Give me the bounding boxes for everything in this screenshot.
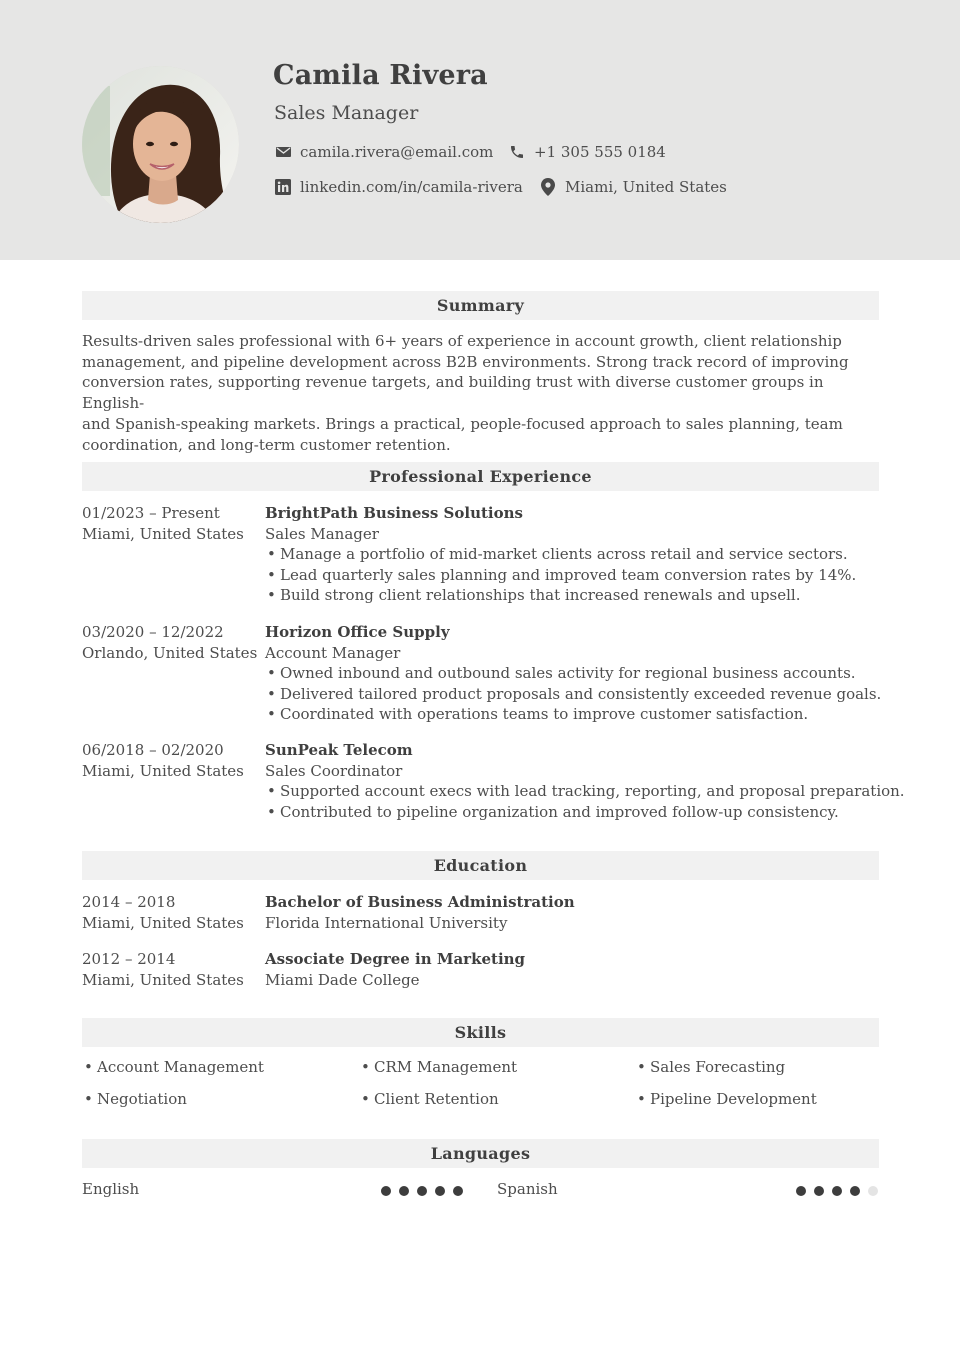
summary-line: management, and pipeline development across B2B environments. Strong track record of improving [82, 352, 849, 371]
summary-line: conversion rates, supporting revenue targets, and building trust with diverse customer groups in English- [82, 373, 824, 413]
experience-bullet: • Contributed to pipeline organization and improved follow-up consistency. [265, 802, 885, 823]
experience-location: Miami, United States [82, 524, 244, 543]
candidate-title: Sales Manager [274, 102, 419, 124]
degree-name: Associate Degree in Marketing [265, 950, 526, 968]
level-dot-filled [417, 1186, 427, 1196]
company-name: Horizon Office Supply [265, 623, 450, 641]
experience-dates: 01/2023 – Present [82, 504, 220, 522]
skill-item: • Account Management [82, 1058, 264, 1076]
phone-icon [508, 143, 526, 161]
experience-bullet: • Lead quarterly sales planning and improved team conversion rates by 14%. [265, 565, 885, 586]
section-heading-education: Education [82, 851, 879, 880]
education-location: Miami, United States [82, 913, 244, 932]
portrait-illustration-icon [82, 66, 239, 223]
experience-dates: 06/2018 – 02/2020 [82, 741, 224, 759]
experience-bullet: • Owned inbound and outbound sales activity for regional business accounts. [265, 663, 885, 684]
language-level-english [381, 1186, 463, 1196]
education-location: Miami, United States [82, 970, 244, 989]
company-name: SunPeak Telecom [265, 741, 413, 759]
level-dot-filled [832, 1186, 842, 1196]
job-role: Sales Manager [265, 524, 379, 543]
education-dates: 2014 – 2018 [82, 893, 176, 911]
linkedin-contact[interactable] [274, 178, 523, 196]
level-dot-filled [796, 1186, 806, 1196]
level-dot-filled [435, 1186, 445, 1196]
skill-item: • Sales Forecasting [635, 1058, 785, 1076]
language-name: Spanish [497, 1180, 558, 1198]
skill-item: • Client Retention [359, 1090, 499, 1108]
level-dot-filled [399, 1186, 409, 1196]
experience-bullet: • Coordinated with operations teams to improve customer satisfaction. [265, 704, 885, 725]
email-text[interactable]: camila.rivera@email.com [300, 143, 494, 161]
skill-item: • Negotiation [82, 1090, 187, 1108]
section-heading-summary: Summary [82, 291, 879, 320]
job-role: Account Manager [265, 643, 401, 662]
level-dot-filled [850, 1186, 860, 1196]
company-name: BrightPath Business Solutions [265, 504, 523, 522]
level-dot-filled [453, 1186, 463, 1196]
experience-bullet: • Delivered tailored product proposals and consistently exceeded revenue goals. [265, 684, 885, 705]
linkedin-icon [274, 178, 292, 196]
phone-contact[interactable] [508, 143, 666, 161]
language-name: English [82, 1180, 140, 1198]
section-heading-skills: Skills [82, 1018, 879, 1047]
job-role: Sales Coordinator [265, 761, 403, 780]
experience-bullet: • Supported account execs with lead tracking, reporting, and proposal preparation. [265, 781, 885, 802]
level-dot-filled [381, 1186, 391, 1196]
summary-line: and Spanish-speaking markets. Brings a practical, people-focused approach to sales planning, team [82, 414, 843, 433]
language-level-spanish [796, 1186, 878, 1196]
experience-bullet: • Build strong client relationships that increased renewals and upsell. [265, 585, 885, 606]
profile-photo [82, 66, 239, 223]
phone-text[interactable]: +1 305 555 0184 [534, 143, 666, 161]
linkedin-text[interactable]: linkedin.com/in/camila-rivera [300, 178, 523, 196]
email-contact[interactable] [274, 143, 493, 161]
location-contact [539, 178, 727, 196]
level-dot-empty [868, 1186, 878, 1196]
skill-item: • CRM Management [359, 1058, 517, 1076]
summary-line: Results-driven sales professional with 6+ years of experience in account growth, client relationship [82, 332, 842, 350]
location-pin-icon [539, 178, 557, 196]
summary-line: coordination, and long-term customer retention. [82, 435, 451, 454]
education-dates: 2012 – 2014 [82, 950, 176, 968]
location-text: Miami, United States [565, 178, 727, 196]
candidate-name: Camila Rivera [273, 60, 488, 91]
envelope-icon [274, 143, 292, 161]
experience-dates: 03/2020 – 12/2022 [82, 623, 224, 641]
degree-name: Bachelor of Business Administration [265, 893, 575, 911]
summary-text [82, 331, 872, 455]
level-dot-filled [814, 1186, 824, 1196]
skill-item: • Pipeline Development [635, 1090, 817, 1108]
experience-location: Miami, United States [82, 761, 244, 780]
section-heading-experience: Professional Experience [82, 462, 879, 491]
section-heading-languages: Languages [82, 1139, 879, 1168]
school-name: Miami Dade College [265, 970, 420, 989]
school-name: Florida International University [265, 913, 508, 932]
experience-location: Orlando, United States [82, 643, 258, 662]
resume-header [0, 0, 960, 260]
experience-bullet: • Manage a portfolio of mid-market clients across retail and service sectors. [265, 544, 885, 565]
